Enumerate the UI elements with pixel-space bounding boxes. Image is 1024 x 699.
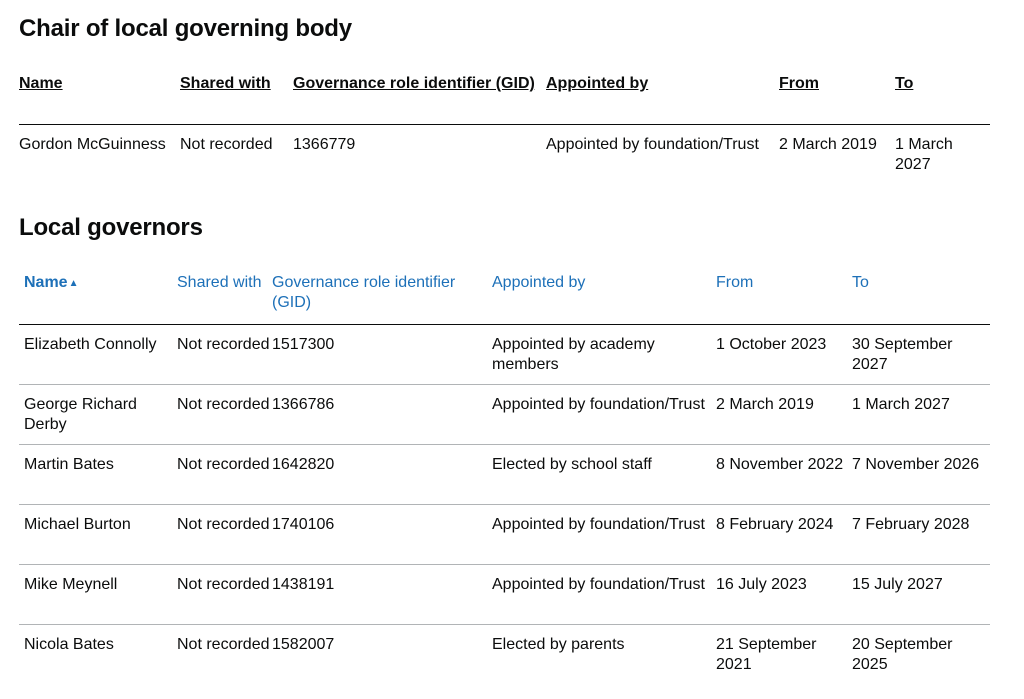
sort-name-label: Name bbox=[24, 274, 68, 291]
cell-to: 1 March 2027 bbox=[895, 136, 953, 173]
cell-gid: 1517300 bbox=[272, 325, 492, 385]
table-row bbox=[19, 385, 990, 445]
cell-appointed-by: Elected by school staff bbox=[492, 445, 716, 505]
cell-name: George Richard Derby bbox=[19, 385, 177, 445]
cell-to: 7 November 2026 bbox=[852, 445, 990, 505]
cell-name: Nicola Bates bbox=[24, 636, 114, 653]
cell-shared-with: Not recorded bbox=[177, 505, 272, 565]
local-governors-table bbox=[19, 272, 990, 684]
cell-from: 8 February 2024 bbox=[716, 505, 852, 565]
cell-gid: 1740106 bbox=[272, 505, 492, 565]
cell-to: 30 September 2027 bbox=[852, 325, 990, 385]
local-header-row bbox=[19, 272, 990, 325]
table-row bbox=[19, 625, 990, 685]
cell-name: Elizabeth Connolly bbox=[19, 325, 177, 385]
sort-by-to-button[interactable]: To bbox=[852, 272, 990, 325]
cell-shared-with: Not recorded bbox=[177, 385, 272, 445]
cell-from: 21 September 2021 bbox=[716, 636, 817, 673]
cell-gid: 1582007 bbox=[272, 636, 335, 653]
cell-appointed-by: Appointed by academy members bbox=[492, 325, 716, 385]
chair-col-shared-with: Shared with bbox=[180, 73, 293, 125]
chair-col-from: From bbox=[779, 73, 895, 125]
cell-name: Gordon McGuinness bbox=[19, 136, 166, 153]
cell-name: Michael Burton bbox=[19, 505, 177, 565]
cell-gid: 1366779 bbox=[293, 136, 356, 153]
table-row bbox=[19, 565, 990, 625]
cell-from: 16 July 2023 bbox=[716, 565, 852, 625]
sort-ascending-icon: ▲ bbox=[68, 278, 79, 289]
cell-to: 7 February 2028 bbox=[852, 505, 990, 565]
cell-shared-with: Not recorded bbox=[177, 445, 272, 505]
cell-to: 20 September 2025 bbox=[852, 636, 953, 673]
cell-gid: 1366786 bbox=[272, 385, 492, 445]
chair-col-gid: Governance role identifier (GID) bbox=[293, 73, 546, 125]
sort-by-from-button[interactable]: From bbox=[716, 272, 852, 325]
cell-name: Mike Meynell bbox=[19, 565, 177, 625]
chair-col-appointed-by: Appointed by bbox=[546, 73, 779, 125]
cell-shared-with: Not recorded bbox=[177, 636, 270, 653]
cell-from: 2 March 2019 bbox=[779, 136, 877, 153]
cell-from: 2 March 2019 bbox=[716, 385, 852, 445]
cell-from: 1 October 2023 bbox=[716, 325, 852, 385]
chair-col-name: Name bbox=[19, 73, 180, 125]
sort-by-shared-with-button[interactable]: Shared with bbox=[177, 272, 272, 325]
cell-gid: 1438191 bbox=[272, 565, 492, 625]
cell-from: 8 November 2022 bbox=[716, 445, 852, 505]
cell-appointed-by: Appointed by foundation/Trust bbox=[546, 136, 759, 153]
table-row bbox=[19, 505, 990, 565]
chair-heading: Chair of local governing body bbox=[19, 15, 352, 42]
cell-appointed-by: Appointed by foundation/Trust bbox=[492, 505, 716, 565]
local-governors-heading: Local governors bbox=[19, 214, 203, 241]
table-row bbox=[19, 325, 990, 385]
table-row bbox=[19, 125, 990, 176]
cell-shared-with: Not recorded bbox=[180, 136, 273, 153]
cell-appointed-by: Appointed by foundation/Trust bbox=[492, 565, 716, 625]
chair-table bbox=[19, 73, 990, 175]
chair-header-row bbox=[19, 73, 990, 125]
cell-appointed-by: Elected by parents bbox=[492, 636, 625, 653]
cell-to: 15 July 2027 bbox=[852, 565, 990, 625]
sort-by-name-button[interactable] bbox=[19, 272, 177, 325]
table-row bbox=[19, 445, 990, 505]
sort-by-gid-button[interactable]: Governance role identifier (GID) bbox=[272, 272, 492, 325]
cell-name: Martin Bates bbox=[19, 445, 177, 505]
cell-to: 1 March 2027 bbox=[852, 385, 990, 445]
cell-appointed-by: Appointed by foundation/Trust bbox=[492, 385, 716, 445]
sort-by-appointed-by-button[interactable]: Appointed by bbox=[492, 272, 716, 325]
cell-gid: 1642820 bbox=[272, 445, 492, 505]
cell-shared-with: Not recorded bbox=[177, 325, 272, 385]
cell-shared-with: Not recorded bbox=[177, 565, 272, 625]
chair-col-to: To bbox=[895, 73, 990, 125]
